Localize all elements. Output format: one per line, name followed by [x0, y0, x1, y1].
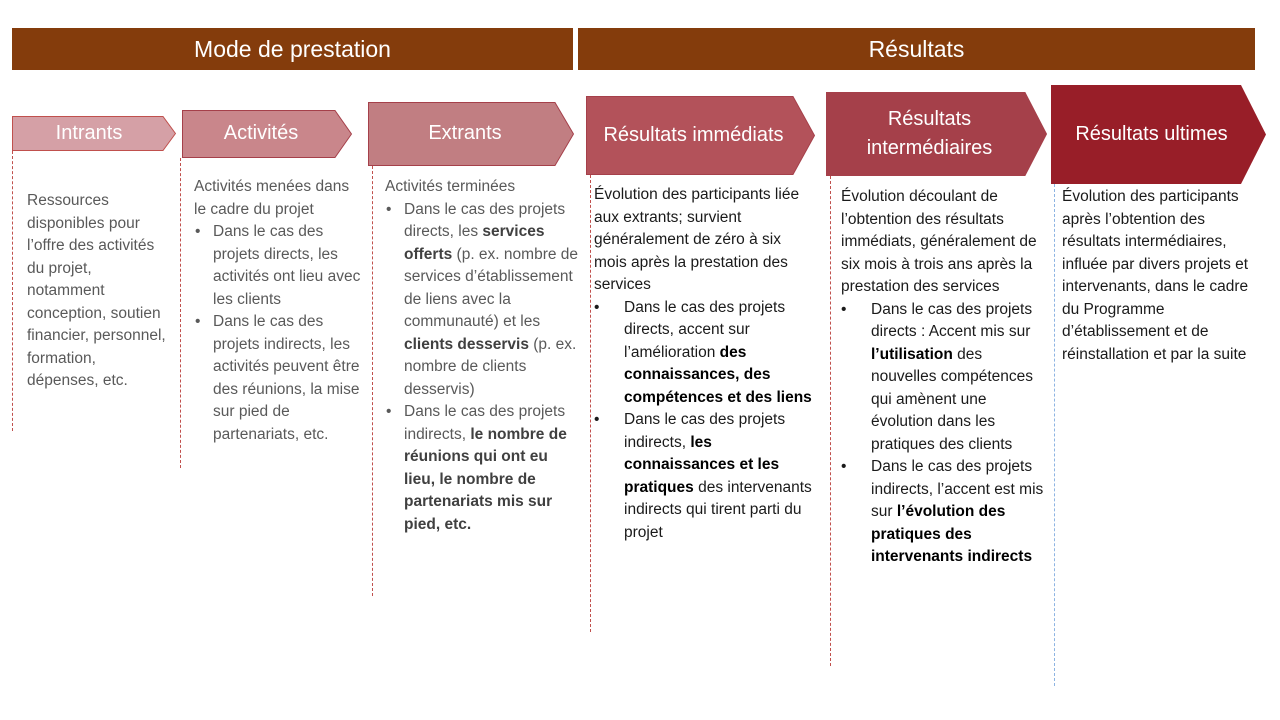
- stage-intermediate: [826, 92, 1047, 176]
- intermediate-b2-text-a: Dans le cas des projets indirects, l’accent est mis sur: [871, 458, 1044, 520]
- outputs-b1-text-b: (p. ex. nombre de services d’établissement de liens avec la communauté) et les: [404, 245, 579, 330]
- list-item: [594, 297, 816, 410]
- stage-outputs: [368, 102, 574, 166]
- outputs-b1-text-a: Dans le cas des projets directs, les: [404, 200, 566, 240]
- ultimate-description: [1062, 186, 1254, 366]
- activities-bullet-2: Dans le cas des projets indirects, les activités peuvent être des réunions, la mise sur pied de partenariats, etc.: [213, 313, 360, 443]
- banner-resultats: Résultats: [578, 28, 1255, 70]
- inputs-text: Ressources disponibles pour l’offre des activités du projet, notamment conception, soutien financier, personnel, formation, dépenses, etc.: [27, 192, 166, 389]
- separator-activities: [180, 158, 181, 468]
- outputs-b2-bold: le nombre de réunions qui ont eu lieu, le nombre de partenariats mis sur pied, etc.: [404, 425, 567, 533]
- stage-label-line-1: Résultats: [887, 108, 972, 130]
- stage-label: Intrants: [55, 122, 123, 144]
- intermediate-bullets: [841, 299, 1044, 569]
- intermediate-b1-text-a: Dans le cas des projets directs : Accent mis sur: [871, 300, 1033, 340]
- list-item: [594, 409, 816, 544]
- intermediate-b2-bold: l’évolution des pratiques des intervenants indirects: [871, 503, 1033, 565]
- intermediate-b1-text-b: des nouvelles compétences qui amènent une évolution dans les pratiques des clients: [871, 345, 1033, 453]
- outputs-b1-bold-2: clients desservis: [404, 335, 529, 353]
- immediate-description: [594, 184, 816, 544]
- list-item: [194, 311, 364, 446]
- ultimate-text: Évolution des participants après l’obtention des résultats intermédiaires, influée par divers projets et intervenants, dans le cadre du Programme d’établissement et de réinstallation et par la suite: [1062, 188, 1249, 363]
- intermediate-description: [841, 186, 1044, 569]
- list-item: [385, 401, 580, 536]
- immediate-b2-bold: les connaissances et les pratiques: [624, 433, 780, 496]
- stage-label-line-2: intermédiaires: [866, 137, 993, 159]
- stage-label: Résultats ultimes: [1075, 123, 1228, 145]
- stage-label: Résultats immédiats: [603, 124, 784, 146]
- activities-bullet-1: Dans le cas des projets directs, les activités ont lieu avec les clients: [213, 223, 361, 308]
- outputs-b2-text-a: Dans le cas des projets indirects,: [404, 403, 566, 443]
- stage-label: Extrants: [428, 122, 502, 144]
- stage-immediate: [586, 96, 815, 175]
- immediate-b1-bold: des connaissances, des compétences et des liens: [624, 343, 812, 406]
- activities-description: [194, 176, 364, 446]
- separator-outputs: [372, 166, 373, 596]
- outputs-intro: Activités terminées: [385, 178, 516, 195]
- stage-ultimate: [1051, 85, 1266, 184]
- outputs-bullets: [385, 199, 580, 537]
- stage-inputs: [12, 116, 176, 151]
- immediate-bullets: [594, 297, 816, 545]
- separator-ultimate: [1054, 184, 1055, 686]
- list-item: [194, 221, 364, 311]
- stage-activities: [182, 110, 352, 158]
- separator-intermediate: [830, 176, 831, 666]
- list-item: [841, 299, 1044, 457]
- list-item: [841, 456, 1044, 569]
- stage-label: Activités: [223, 122, 299, 144]
- banner-mode-de-prestation: Mode de prestation: [12, 28, 573, 70]
- inputs-description: [27, 190, 167, 393]
- immediate-b1-text: Dans le cas des projets directs, accent sur l’amélioration: [624, 298, 786, 361]
- list-item: [385, 199, 580, 402]
- immediate-b2-text-b: des intervenants indirects qui tirent parti du projet: [624, 478, 812, 541]
- activities-intro: Activités menées dans le cadre du projet: [194, 178, 350, 218]
- intermediate-intro: Évolution découlant de l’obtention des résultats immédiats, généralement de six mois à trois ans après la prestation des services: [841, 188, 1037, 295]
- separator-inputs: [12, 151, 13, 431]
- immediate-intro: Évolution des participants liée aux extrants; survient généralement de zéro à six mois après la prestation des services: [594, 186, 800, 293]
- intermediate-b1-bold: l’utilisation: [871, 345, 953, 363]
- outputs-description: [385, 176, 580, 536]
- outputs-b1-text-c: (p. ex. nombre de clients desservis): [404, 335, 577, 398]
- activities-bullets: [194, 221, 364, 446]
- outputs-b1-bold-1: services offerts: [404, 223, 545, 263]
- immediate-b2-text-a: Dans le cas des projets indirects,: [624, 411, 786, 451]
- separator-immediate: [590, 175, 591, 632]
